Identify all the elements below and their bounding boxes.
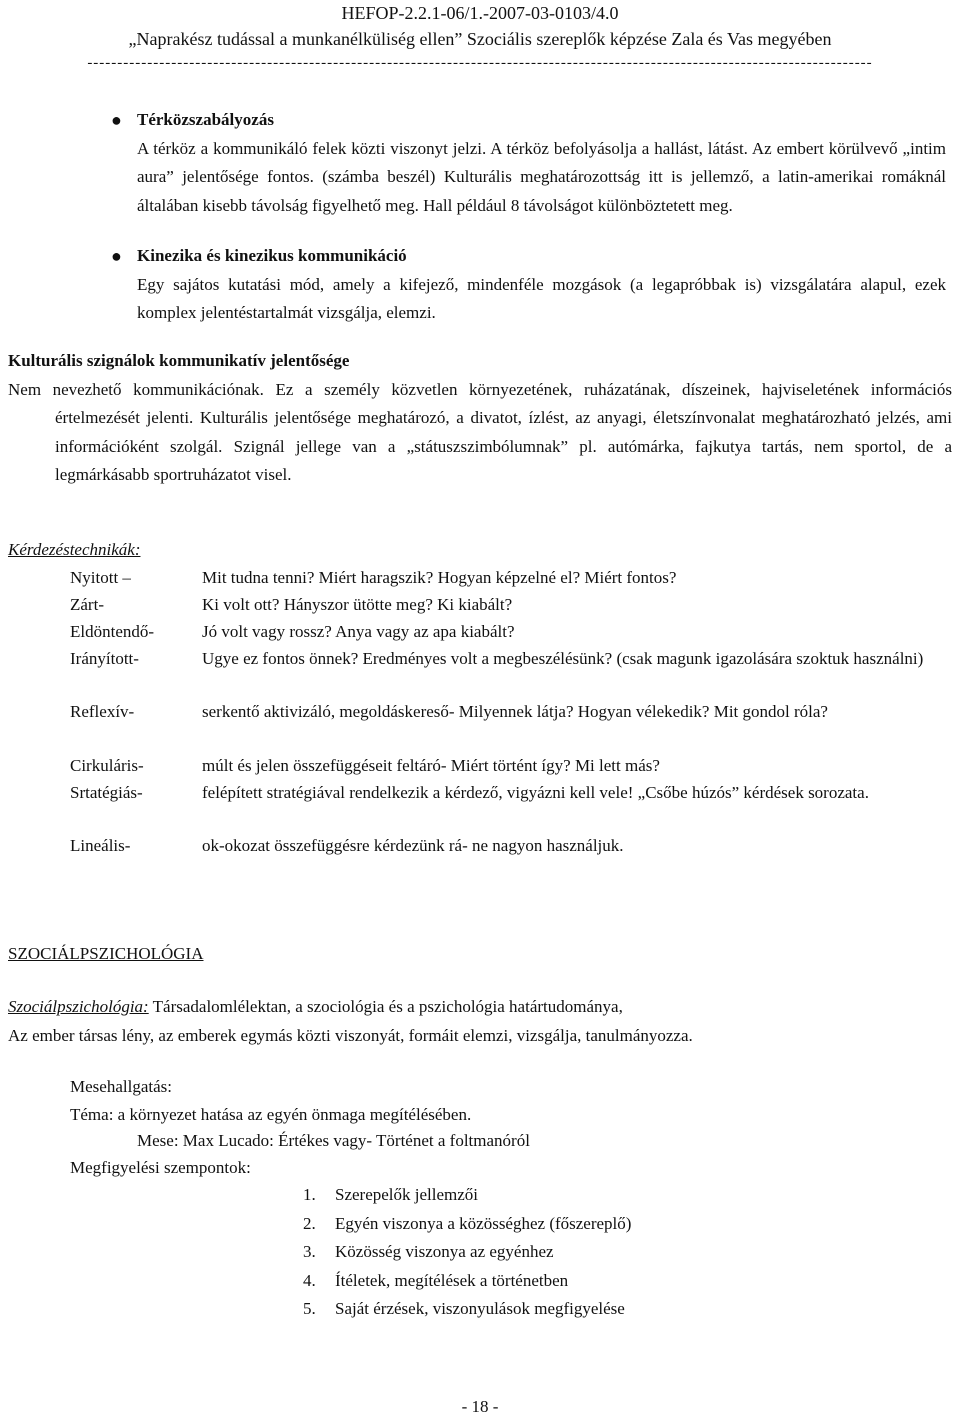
list-item: 2. Egyén viszonya a közösséghez (főszereplő)	[303, 1213, 632, 1233]
list-item: 5. Saját érzések, viszonyulások megfigyelése	[303, 1299, 625, 1318]
question-label: Zárt-	[70, 595, 104, 614]
question-row	[70, 832, 955, 861]
bullet-item-terkoz	[111, 106, 946, 220]
mese-tema: Téma: a környezet hatása az egyén önmaga megítélésében.	[70, 1105, 472, 1124]
question-row	[70, 564, 955, 593]
bullet-icon: ●	[111, 110, 122, 130]
question-text: Jó volt vagy rossz? Anya vagy az apa kiabált?	[202, 622, 515, 641]
question-label: Srtatégiás-	[70, 783, 143, 802]
kulturalis-section	[8, 347, 952, 490]
page-number: - 18 -	[461, 1397, 499, 1416]
list-item: 1. Szerepelők jellemzői	[303, 1185, 479, 1204]
question-text: felépített stratégiával rendelkezik a kérdező, vigyázni kell vele! „Csőbe húzós” kérdések sorozata.	[202, 783, 869, 802]
szocialpszichologia-definition	[8, 993, 952, 1050]
question-text: Ugye ez fontos önnek? Eredményes volt a megbeszélésünk? (csak magunk igazolására szoktuk használni)	[202, 649, 924, 668]
question-row	[70, 645, 955, 674]
question-row	[70, 752, 955, 781]
bullet-item-kinezika	[111, 242, 946, 328]
question-text: ok-okozat összefüggésre kérdezünk rá- ne nagyon használjuk.	[202, 836, 624, 855]
header-project-title: „Naprakész tudással a munkanélküliség ellen” Szociális szereplők képzése Zala és Vas megyében	[128, 29, 832, 49]
question-label: Reflexív-	[70, 702, 135, 721]
question-label: Lineális-	[70, 836, 131, 855]
mese-label: Mesehallgatás:	[70, 1077, 172, 1096]
question-row	[70, 779, 955, 808]
definition: Társadalomlélektan, a szociológia és a pszichológia határtudománya,	[148, 997, 623, 1016]
bullet-title: Kinezika és kinezikus kommunikáció	[137, 246, 407, 265]
szocialpszichologia-heading: SZOCIÁLPSZICHOLÓGIA	[8, 944, 204, 963]
list-item: 3. Közösség viszonya az egyénhez	[303, 1242, 554, 1261]
question-label: Irányított-	[70, 649, 139, 668]
bullet-icon: ●	[111, 246, 122, 266]
question-label: Cirkuláris-	[70, 756, 144, 775]
questions-heading: Kérdezéstechnikák:	[8, 540, 141, 559]
question-row	[70, 698, 955, 727]
mese-title: Mese: Max Lucado: Értékes vagy- Történet a foltmanóról	[137, 1131, 530, 1150]
section-title: Kulturális szignálok kommunikatív jelentősége	[8, 351, 350, 370]
definition-line2: Az ember társas lény, az emberek egymás közti viszonyát, formáit elemzi, vizsgálja, tanulmányozza.	[8, 1025, 693, 1045]
question-text: Mit tudna tenni? Miért haragszik? Hogyan képzelné el? Miért fontos?	[202, 568, 677, 587]
header-project-code: HEFOP-2.2.1-06/1.-2007-03-0103/4.0	[341, 3, 619, 23]
question-text: múlt és jelen összefüggéseit feltáró- Miért történt így? Mi lett más?	[202, 756, 660, 775]
question-row	[70, 591, 955, 620]
question-label: Eldöntendő-	[70, 622, 155, 641]
bullet-body: Egy sajátos kutatási mód, amely a kifejező, mindenféle mozgások (a legapróbbak is) vizsgálatára alapul, ezek komplex jelentéstartalmát vizsgálja, elemzi.	[137, 274, 946, 322]
term: Szociálpszichológia:	[8, 997, 149, 1016]
bullet-body: A térköz a kommunikáló felek közti viszonyt jelzi. A térköz befolyásolja a hallást, látást. Az embert körülvevő „intim aura” jelentősége fontos. (számba beszél) Kulturális meghatározottság itt is jellemző, a latin-amerikai romáknál általában kisebb távolság figyelhető meg. Hall például 8 távolságot különböztetett meg.	[137, 138, 946, 215]
question-text: Ki volt ott? Hányszor ütötte meg? Ki kiabált?	[202, 595, 513, 614]
question-label: Nyitott –	[70, 568, 131, 587]
bullet-title: Térközszabályozás	[137, 110, 274, 129]
section-body: Nem nevezhető kommunikációnak. Ez a személy közvetlen környezetének, ruházatának, díszeinek, hajviseletének információs értelmezését jelenti. Kulturális jelentősége meghatározó, a divatot, ízlést, az anyagi, életszínvonalat meghatározható jelzés, ami információként szolgál. Szignál jellege van a „státuszszimbólumnak” pl. autómárka, fajkutya tartás, nem sportol, de a legmárkásabb sportruházatot visel.	[8, 379, 952, 484]
question-text: serkentő aktivizáló, megoldáskereső- Milyennek látja? Hogyan vélekedik? Mit gondol róla?	[202, 702, 828, 721]
list-item: 4. Ítéletek, megítélések a történetben	[303, 1270, 569, 1290]
observation-list	[303, 1181, 631, 1324]
question-row	[70, 618, 955, 647]
mese-szempontok: Megfigyelési szempontok:	[70, 1158, 251, 1177]
header-divider: -----------------------------------------------------------------------------------------------------------------------------------	[87, 55, 873, 71]
